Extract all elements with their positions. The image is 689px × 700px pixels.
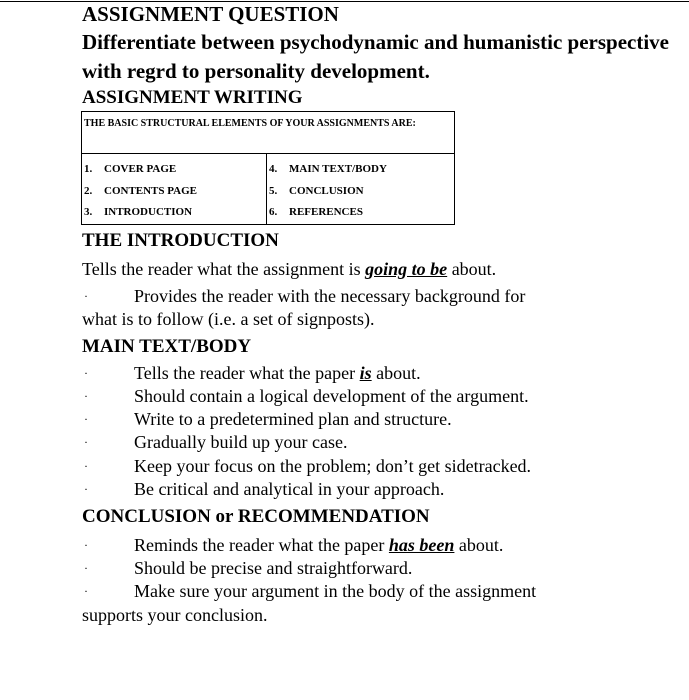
- table-left-column: [82, 154, 267, 225]
- list-item: · Keep your focus on the problem; don’t get sidetracked.: [84, 455, 532, 476]
- introduction-heading: THE INTRODUCTION: [82, 229, 279, 251]
- structural-elements-table: [81, 111, 455, 225]
- list-item: 1. COVER PAGE: [84, 163, 177, 175]
- conclusion-continuation: supports your conclusion.: [82, 604, 268, 625]
- table-header: THE BASIC STRUCTURAL ELEMENTS OF YOUR ASSIGNMENTS ARE:: [82, 112, 455, 154]
- list-item: · Reminds the reader what the paper has been about.: [84, 534, 504, 555]
- list-item: · Should contain a logical development of the argument.: [84, 385, 529, 406]
- list-item: 2. CONTENTS PAGE: [84, 184, 198, 197]
- list-item: · Tells the reader what the paper is about.: [84, 362, 421, 383]
- list-item: · Provides the reader with the necessary background for: [84, 285, 526, 306]
- list-item: · Gradually build up your case.: [84, 432, 348, 453]
- list-item: 5. CONCLUSION: [269, 184, 364, 197]
- document-page: [82, 0, 682, 627]
- assignment-writing-heading: ASSIGNMENT WRITING: [82, 87, 303, 108]
- main-text-bullets: [82, 362, 682, 501]
- assignment-question-heading: ASSIGNMENT QUESTION: [82, 2, 339, 26]
- list-item: · Write to a predetermined plan and structure.: [84, 409, 452, 430]
- list-item: 6. REFERENCES: [269, 206, 363, 218]
- list-item: · Should be precise and straightforward.: [84, 558, 413, 579]
- table-right-column: [267, 154, 455, 225]
- assignment-question-text: Differentiate between psychodynamic and humanistic perspective with regrd to personality development.: [82, 30, 669, 83]
- introduction-bullets: [82, 285, 682, 308]
- list-item: 3. INTRODUCTION: [84, 206, 193, 218]
- conclusion-heading: CONCLUSION or RECOMMENDATION: [82, 505, 430, 527]
- main-text-heading: MAIN TEXT/BODY: [82, 335, 252, 357]
- list-item: · Make sure your argument in the body of the assignment: [84, 581, 537, 602]
- list-item: · Be critical and analytical in your approach.: [84, 478, 445, 499]
- conclusion-bullets: [82, 534, 682, 604]
- list-item: 4. MAIN TEXT/BODY: [269, 163, 387, 175]
- introduction-bullet-continuation: what is to follow (i.e. a set of signposts).: [82, 308, 375, 329]
- introduction-line: Tells the reader what the assignment is going to be about.: [82, 258, 497, 279]
